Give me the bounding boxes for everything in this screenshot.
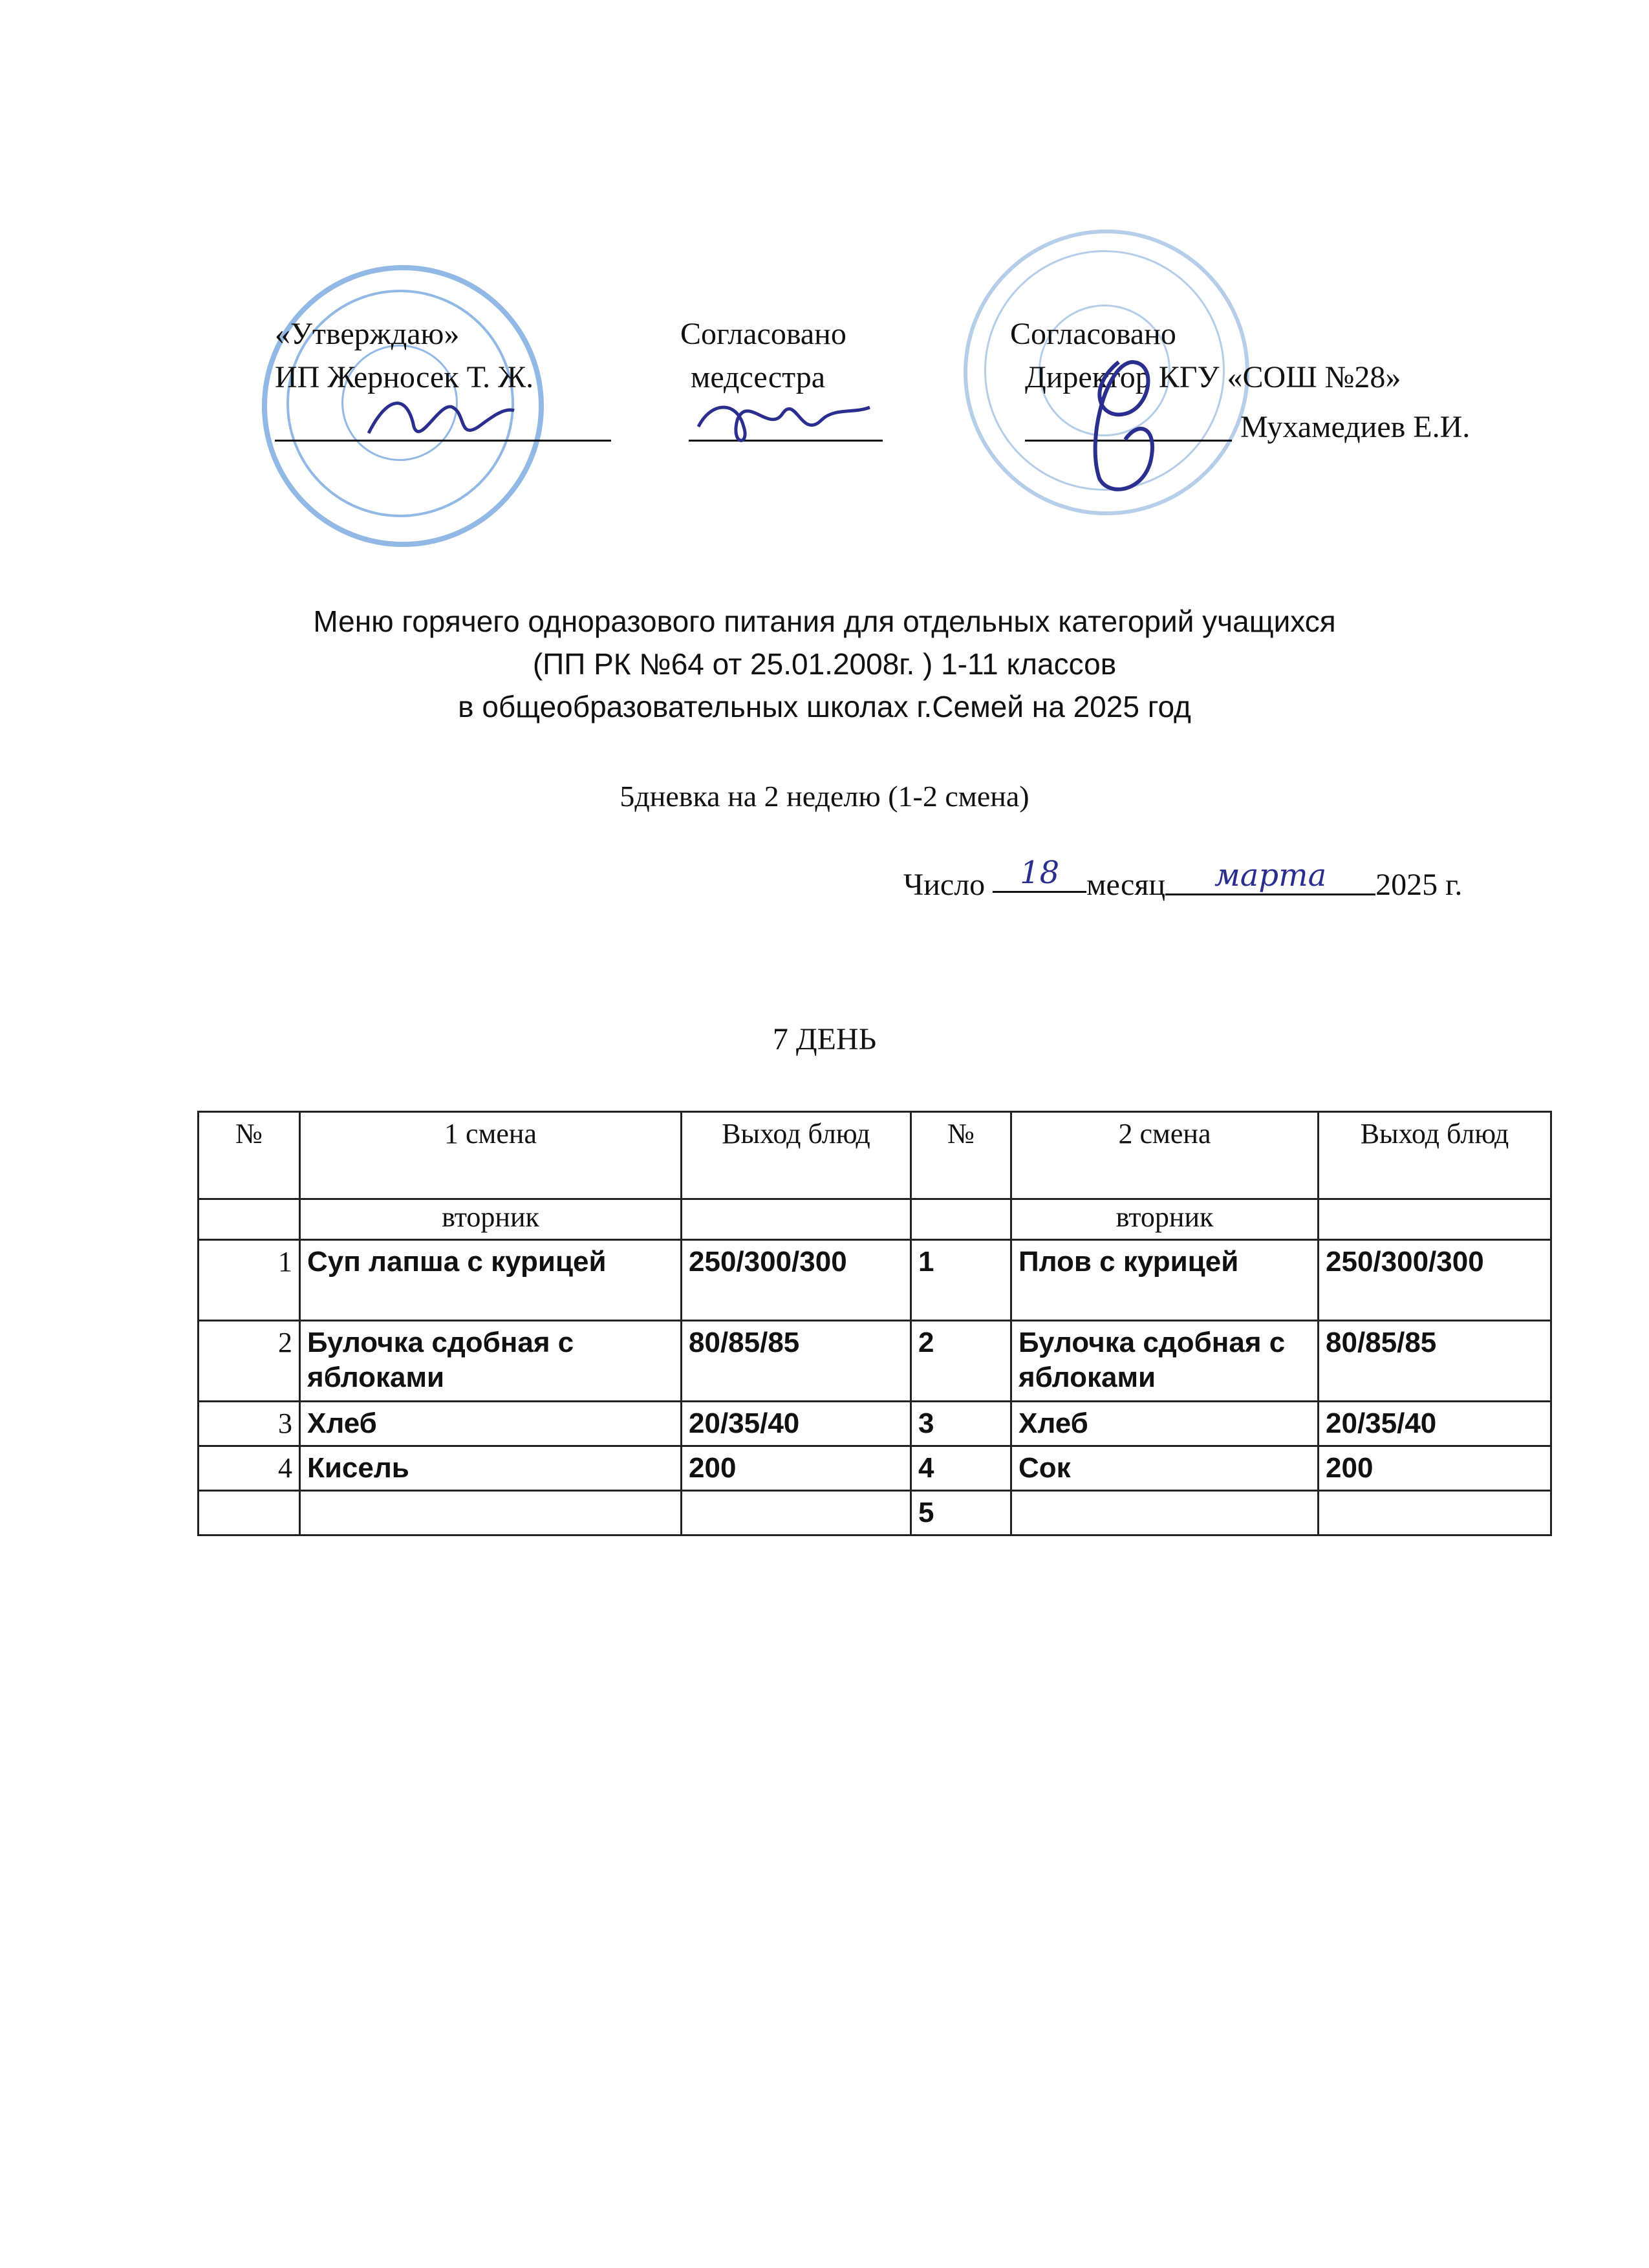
row-5-dish-2 [1011,1491,1319,1535]
row-3-num-1: 3 [199,1402,300,1446]
header-output-2: Выход блюд [1319,1112,1551,1199]
header-output-1: Выход блюд [682,1112,911,1199]
approval-right-role: Директор КГУ «СОШ №28» [1025,360,1401,394]
row-1-num-2: 1 [911,1240,1011,1321]
table-header-row [199,1112,1551,1199]
signature-middle [692,388,873,456]
row-1-output-1: 250/300/300 [682,1240,911,1321]
weekday-shift-1: вторник [300,1199,682,1240]
subtitle: 5дневка на 2 неделю (1-2 смена) [620,780,1029,813]
row-4-output-1: 200 [682,1446,911,1491]
row-2-num-1: 2 [199,1321,300,1402]
row-5-dish-1 [300,1491,682,1535]
title-line-3: в общеобразовательных школах г.Семей на 2025 год [458,690,1191,723]
row-4-output-2: 200 [1319,1446,1551,1491]
approval-middle-heading: Согласовано [680,317,846,351]
date-year: 2025 г. [1375,868,1463,902]
row-2-output-1: 80/85/85 [682,1321,911,1402]
row-2-dish-2: Булочка сдобная с яблоками [1011,1321,1319,1402]
approval-right-heading: Согласовано [1010,317,1176,351]
header-shift-1: 1 смена [300,1112,682,1199]
row-4-dish-1: Кисель [300,1446,682,1491]
weekday-shift-2: вторник [1011,1199,1319,1240]
approval-left-heading: «Утверждаю» [275,317,460,351]
date-line [903,855,1463,904]
row-2-num-2: 2 [911,1321,1011,1402]
row-5-num-1 [199,1491,300,1535]
menu-table [197,1111,1552,1536]
row-5-num-2: 5 [911,1491,1011,1535]
signature-right [1061,349,1190,501]
row-2-dish-1: Булочка сдобная с яблоками [300,1321,682,1402]
table-row [199,1321,1551,1402]
date-month-label: месяц [1086,868,1166,902]
header-shift-2: 2 смена [1011,1112,1319,1199]
approval-left-name: ИП Жерносек Т. Ж. [275,360,534,394]
date-day-value: 18 [993,855,1086,893]
row-4-num-1: 4 [199,1446,300,1491]
header-num-2: № [911,1112,1011,1199]
table-row [199,1446,1551,1491]
row-3-num-2: 3 [911,1402,1011,1446]
row-3-output-1: 20/35/40 [682,1402,911,1446]
row-1-num-1: 1 [199,1240,300,1321]
day-heading: 7 ДЕНЬ [772,1022,877,1056]
date-month-value: марта [1165,857,1375,895]
row-1-dish-1: Суп лапша с курицей [300,1240,682,1321]
row-5-output-1 [682,1491,911,1535]
approval-right-name: Мухамедиев Е.И. [1240,410,1471,444]
date-day-label: Число [903,868,986,902]
row-4-num-2: 4 [911,1446,1011,1491]
row-3-dish-2: Хлеб [1011,1402,1319,1446]
row-4-dish-2: Сок [1011,1446,1319,1491]
row-1-output-2: 250/300/300 [1319,1240,1551,1321]
table-row [199,1491,1551,1535]
row-2-output-2: 80/85/85 [1319,1321,1551,1402]
row-3-output-2: 20/35/40 [1319,1402,1551,1446]
row-5-output-2 [1319,1491,1551,1535]
table-row [199,1402,1551,1446]
weekday-row [199,1199,1551,1240]
table-row [199,1240,1551,1321]
approval-middle-role: медсестра [691,360,826,394]
title-line-1: Меню горячего одноразового питания для отдельных категорий учащихся [313,604,1336,638]
row-1-dish-2: Плов с курицей [1011,1240,1319,1321]
header-num-1: № [199,1112,300,1199]
title-line-2: (ПП РК №64 от 25.01.2008г. ) 1-11 классов [532,647,1117,681]
signature-left [362,381,517,456]
row-3-dish-1: Хлеб [300,1402,682,1446]
